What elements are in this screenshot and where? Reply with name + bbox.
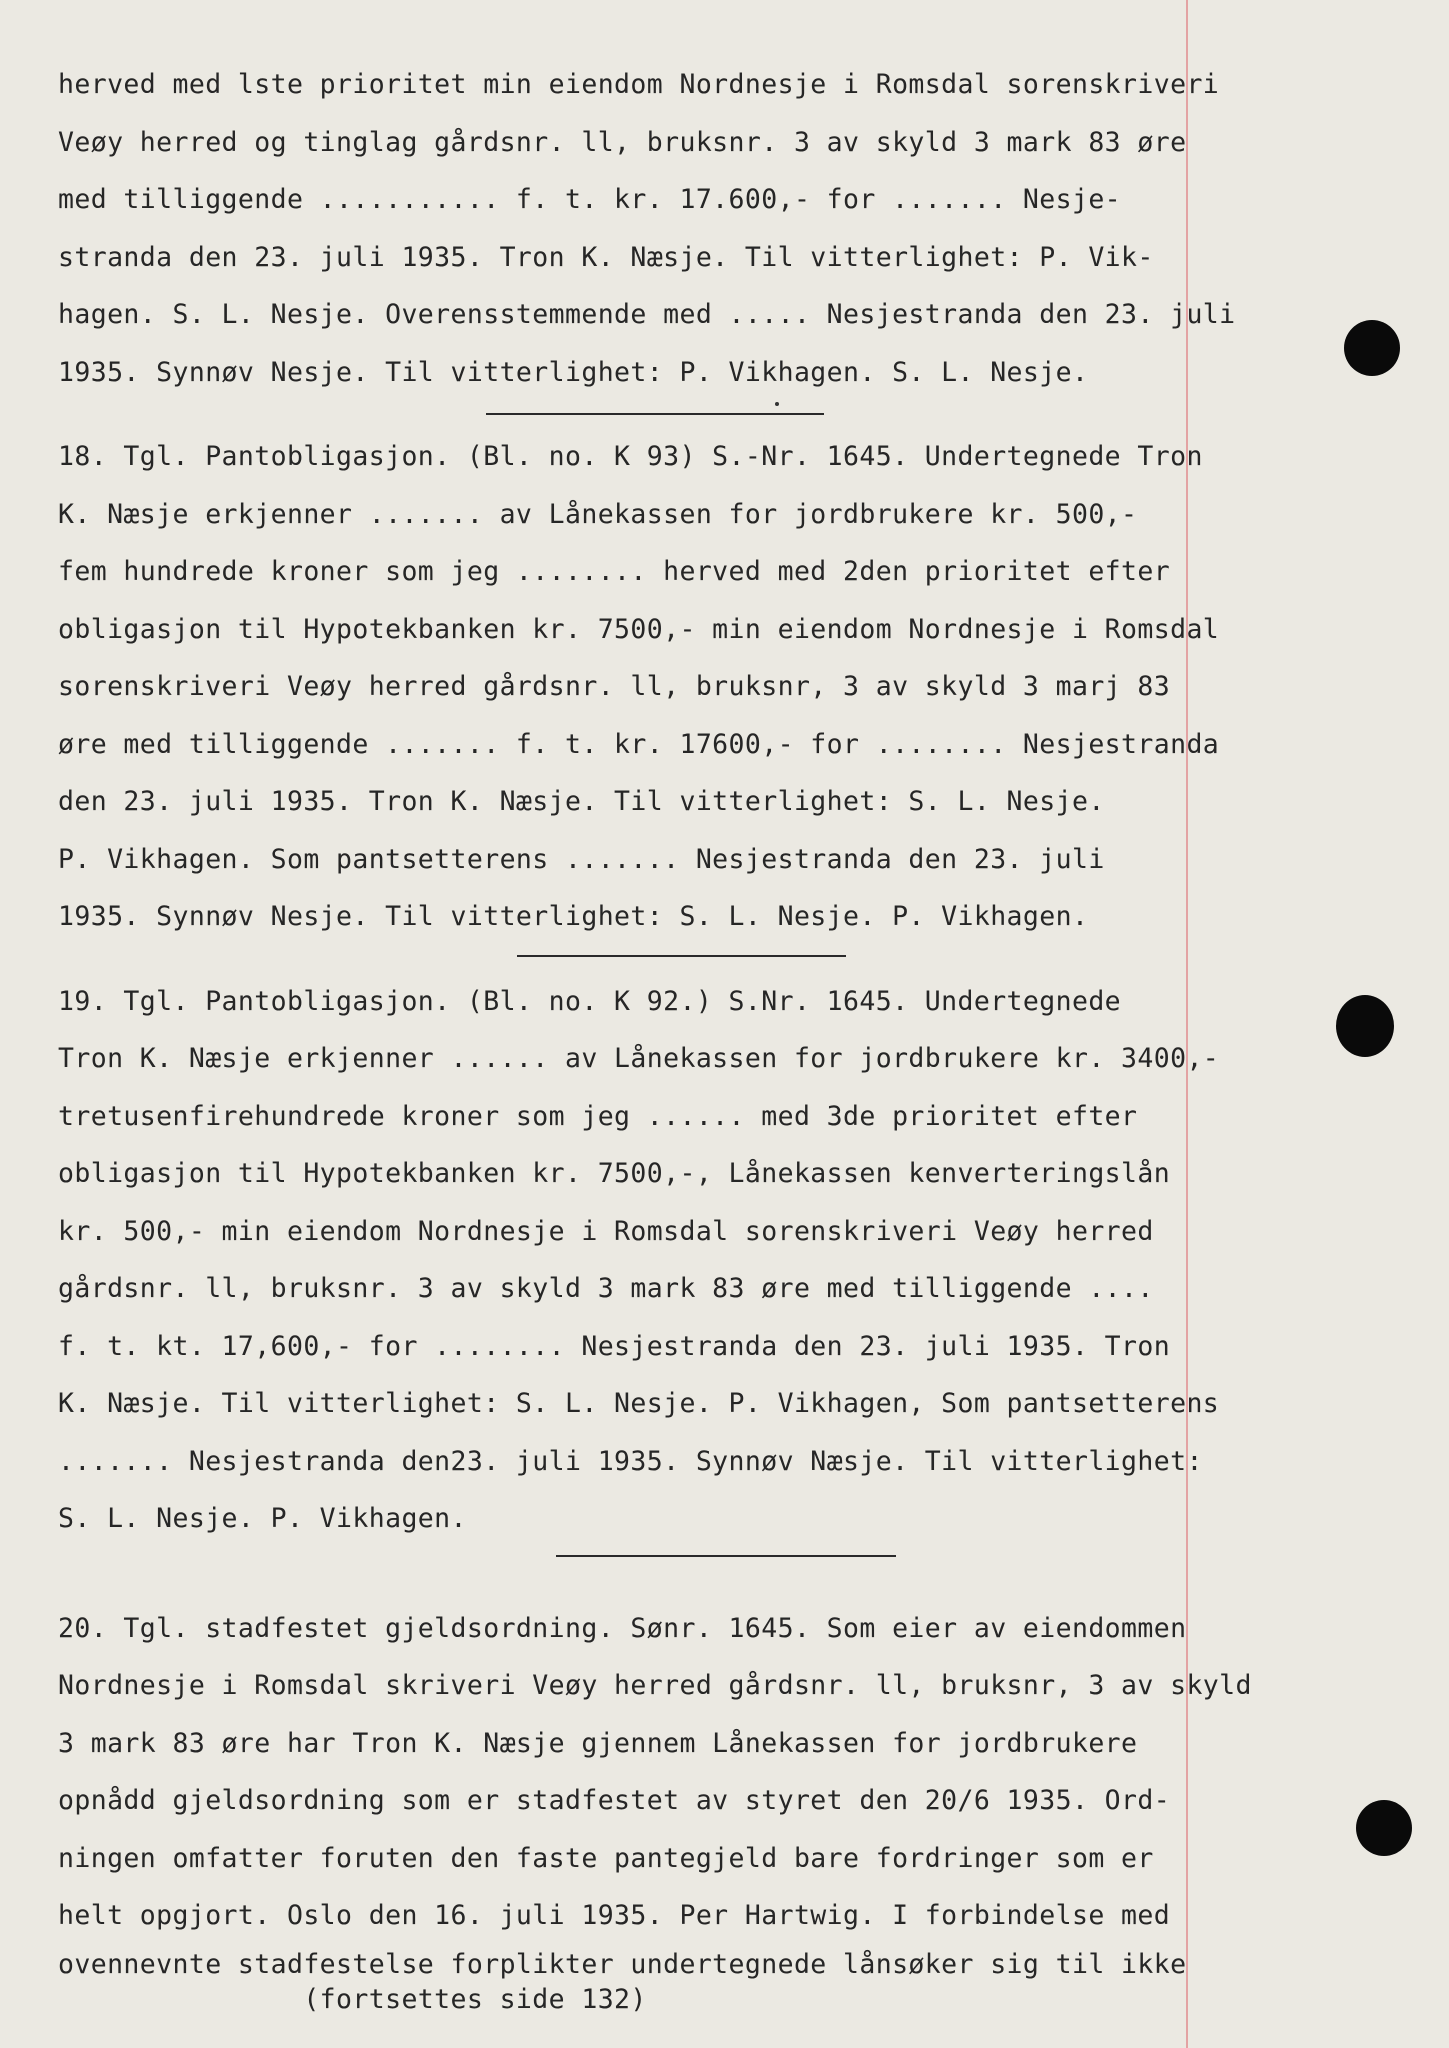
text-line: obligasjon til Hypotekbanken kr. 7500,- min eiendom Nordnesje i Romsdal (58, 613, 1220, 645)
text-line: stranda den 23. juli 1935. Tron K. Næsje. Til vitterlighet: P. Vik- (58, 241, 1154, 273)
block-continuation (58, 56, 1348, 401)
text-line: tretusenfirehundrede kroner som jeg ...... med 3de prioritet efter (58, 1100, 1138, 1132)
text-line: Veøy herred og tinglag gårdsnr. ll, bruksnr. 3 av skyld 3 mark 83 øre (58, 126, 1187, 158)
text-line: ovennevnte stadfestelse forplikter undertegnede lånsøker sig til ikke (58, 1948, 1187, 1980)
entry-18 (58, 428, 1348, 946)
punch-hole (1356, 1800, 1412, 1856)
text-line: ....... Nesjestranda den23. juli 1935. Synnøv Næsje. Til vitterlighet: (58, 1445, 1203, 1477)
text-line: kr. 500,- min eiendom Nordnesje i Romsdal sorenskriveri Veøy herred (58, 1215, 1154, 1247)
text-line: K. Næsje erkjenner ....... av Lånekassen for jordbrukere kr. 500,- (58, 498, 1138, 530)
typed-text (58, 56, 1348, 2015)
text-line: 18. Tgl. Pantobligasjon. (Bl. no. K 93) S.-Nr. 1645. Undertegnede Tron (58, 441, 1203, 472)
text-line: 19. Tgl. Pantobligasjon. (Bl. no. K 92.) S.Nr. 1645. Undertegnede (58, 985, 1122, 1017)
text-line: gårdsnr. ll, bruksnr. 3 av skyld 3 mark 83 øre med tilliggende .... (58, 1273, 1154, 1304)
text-line: Tron K. Næsje erkjenner ...... av Lånekassen for jordbrukere kr. 3400,- (58, 1043, 1220, 1074)
text-line: hagen. S. L. Nesje. Overensstemmende med ..... Nesjestranda den 23. juli (58, 299, 1236, 330)
text-line: f. t. kt. 17,600,- for ........ Nesjestranda den 23. juli 1935. Tron (58, 1330, 1171, 1362)
text-line: fem hundrede kroner som jeg ........ herved med 2den prioritet efter (58, 556, 1171, 587)
text-line: 20. Tgl. stadfestet gjeldsordning. Sønr. 1645. Som eier av eiendommen (58, 1612, 1187, 1644)
text-line: øre med tilliggende ....... f. t. kr. 17600,- for ........ Nesjestranda (58, 728, 1220, 760)
punch-hole (1344, 320, 1400, 376)
text-line: sorenskriveri Veøy herred gårdsnr. ll, bruksnr, 3 av skyld 3 marj 83 (58, 671, 1171, 702)
text-line: obligasjon til Hypotekbanken kr. 7500,-, Lånekassen kenverteringslån (58, 1158, 1171, 1189)
text-line: K. Næsje. Til vitterlighet: S. L. Nesje. P. Vikhagen, Som pantsetterens (58, 1388, 1220, 1419)
text-line: Nordnesje i Romsdal skriveri Veøy herred gårdsnr. ll, bruksnr, 3 av skyld (58, 1670, 1252, 1701)
text-line: med tilliggende ........... f. t. kr. 17.600,- for ....... Nesje- (58, 184, 1122, 215)
text-line: 1935. Synnøv Nesje. Til vitterlighet: S. L. Nesje. P. Vikhagen. (58, 901, 1089, 932)
text-line: helt opgjort. Oslo den 16. juli 1935. Per Hartwig. I forbindelse med (58, 1900, 1171, 1931)
text-line: herved med lste prioritet min eiendom Nordnesje i Romsdal sorenskriveri (58, 69, 1220, 100)
entry-20 (58, 1600, 1348, 2015)
text-line: P. Vikhagen. Som pantsetterens ....... Nesjestranda den 23. juli (58, 843, 1105, 875)
text-line: S. L. Nesje. P. Vikhagen. (58, 1503, 467, 1534)
text-line: opnådd gjeldsordning som er stadfestet av styret den 20/6 1935. Ord- (58, 1785, 1171, 1816)
text-line: 3 mark 83 øre har Tron K. Næsje gjennem Lånekassen for jordbrukere (58, 1727, 1138, 1759)
text-line: ningen omfatter foruten den faste pantegjeld bare fordringer som er (58, 1842, 1154, 1874)
text-line: 1935. Synnøv Nesje. Til vitterlighet: P. Vikhagen. S. L. Nesje. (58, 356, 1089, 388)
continuation-note: (fortsettes side 132) (58, 1983, 647, 2015)
entry-19 (58, 973, 1348, 1548)
text-line: den 23. juli 1935. Tron K. Næsje. Til vitterlighet: S. L. Nesje. (58, 786, 1105, 817)
